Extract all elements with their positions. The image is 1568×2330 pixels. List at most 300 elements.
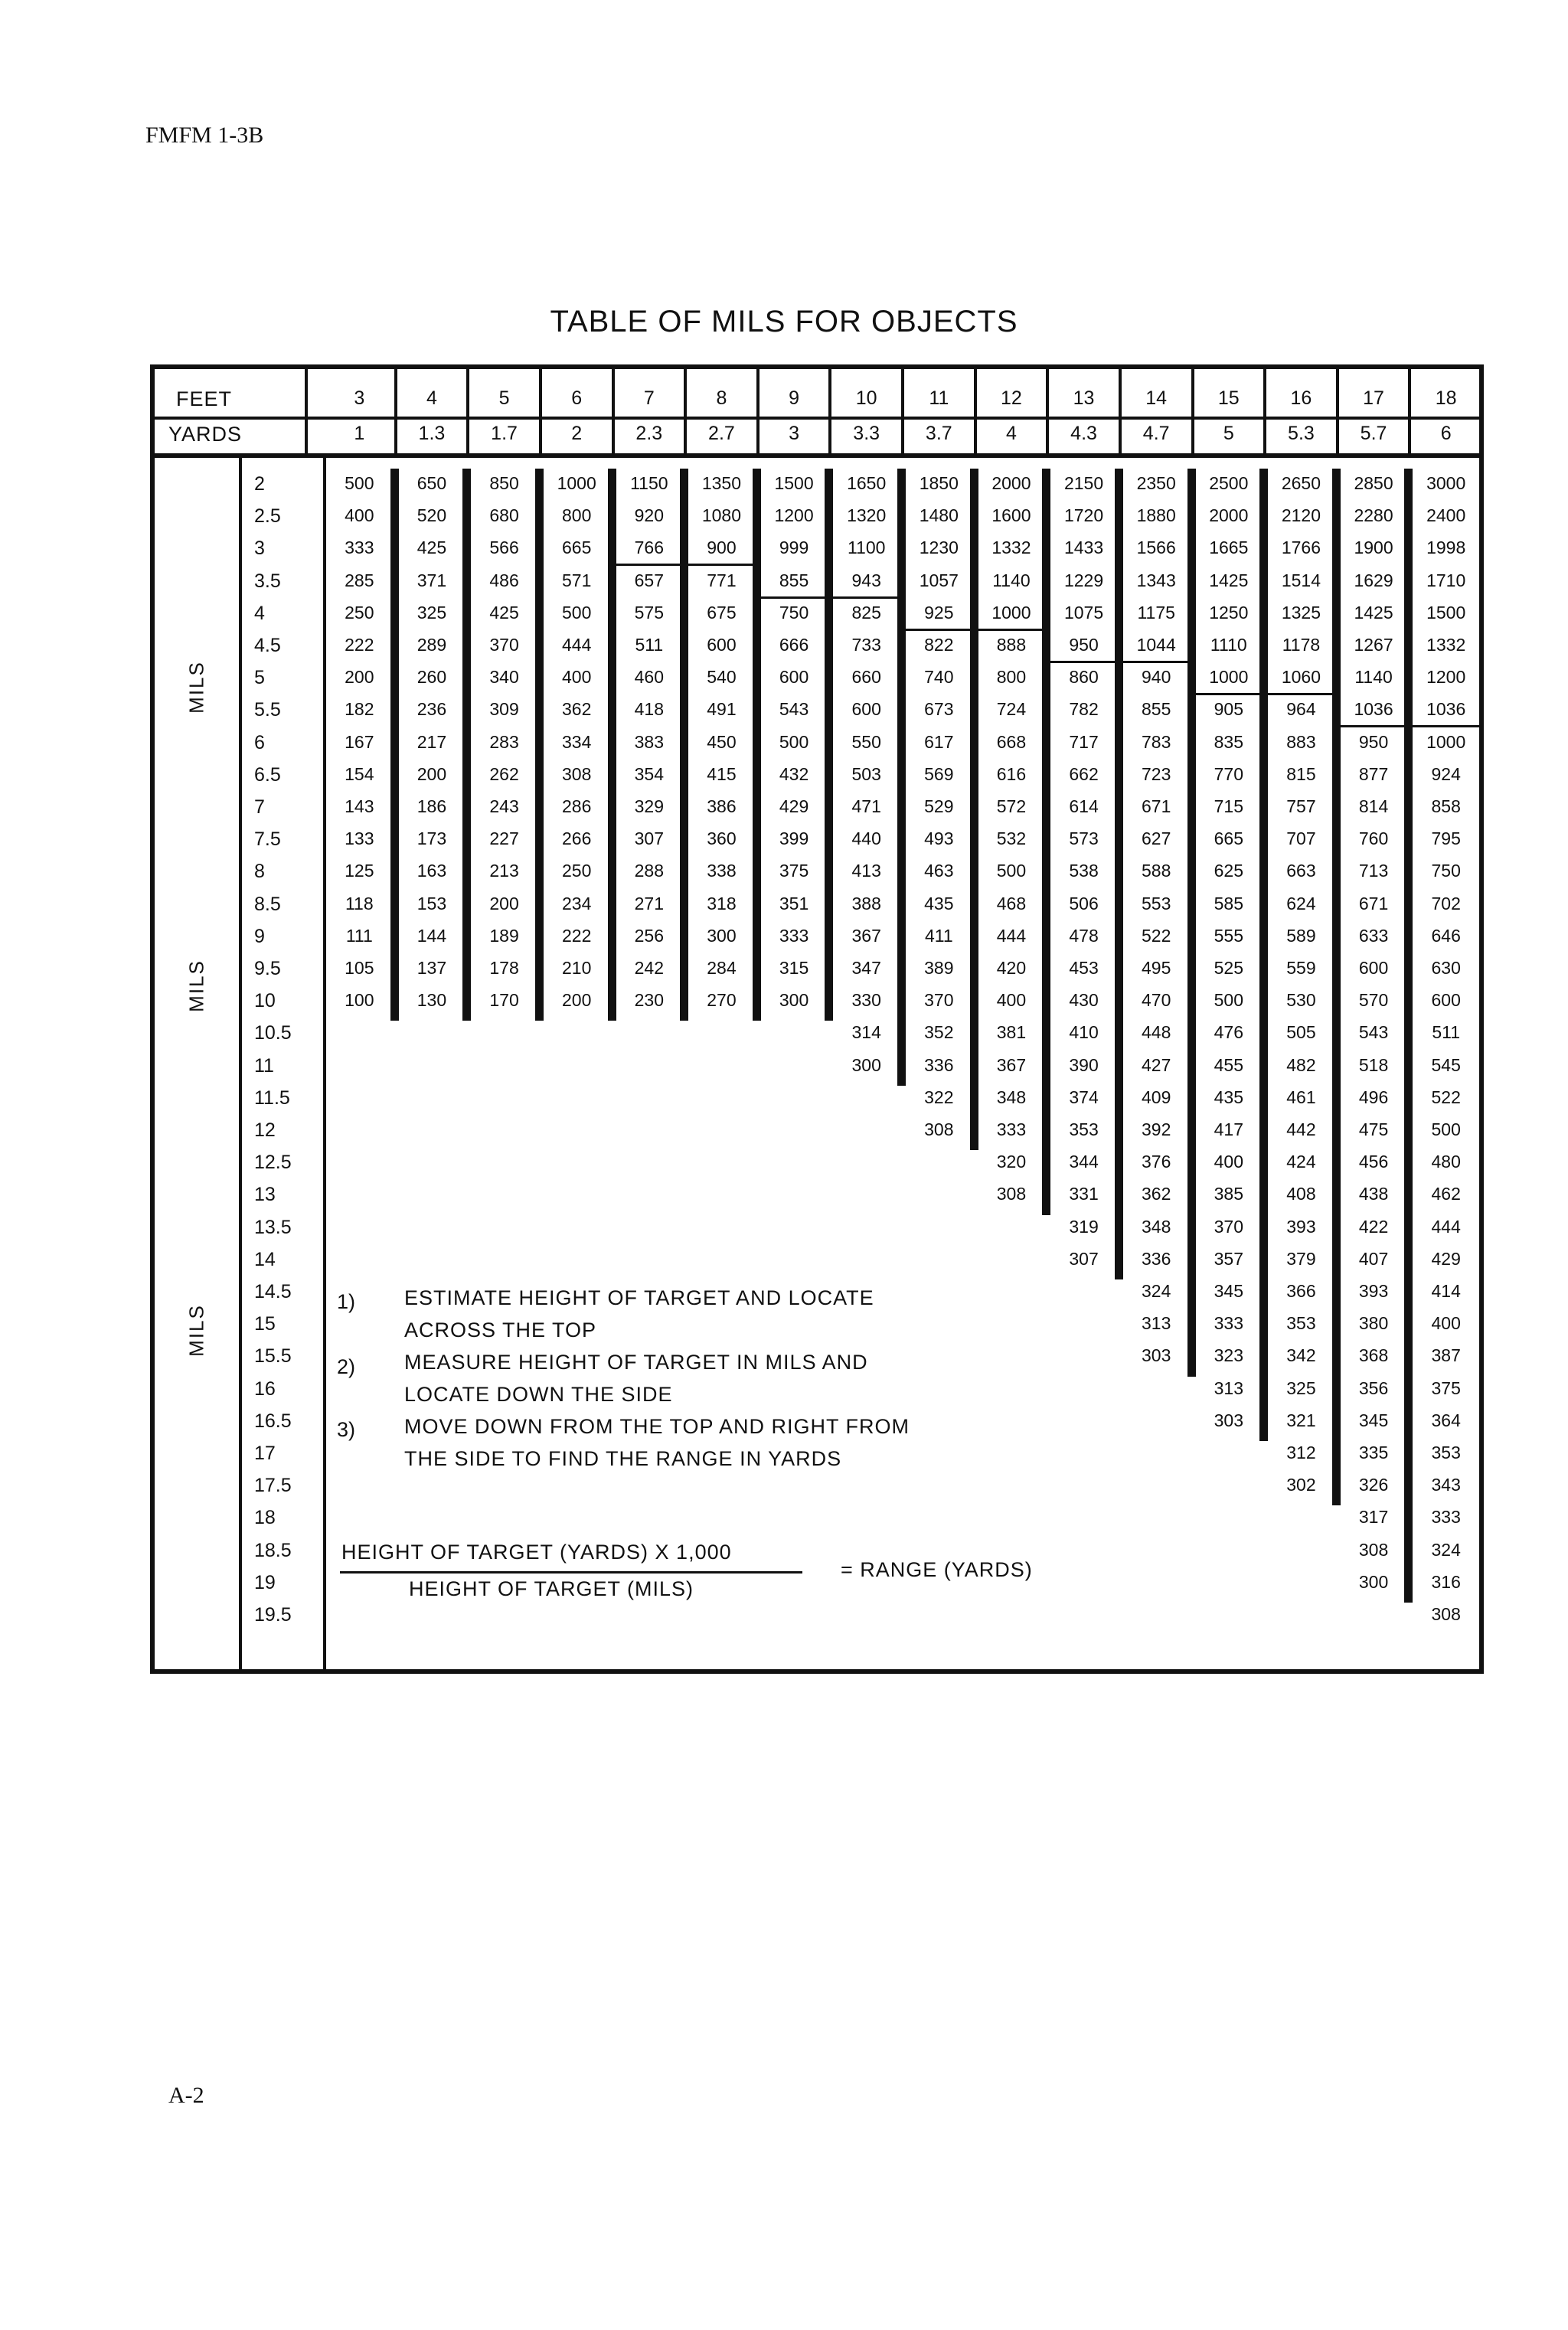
range-cell: 425 xyxy=(416,538,447,558)
range-cell: 924 xyxy=(1431,763,1461,784)
range-cell: 333 xyxy=(779,925,809,946)
range-cell: 284 xyxy=(707,958,737,978)
mils-column-divider xyxy=(323,458,326,1669)
range-cell: 455 xyxy=(1214,1054,1243,1075)
range-cell: 170 xyxy=(489,990,519,1011)
range-cell: 585 xyxy=(1214,893,1243,913)
label-column-divider xyxy=(305,369,308,453)
mils-value: 13.5 xyxy=(254,1216,292,1238)
range-cell: 200 xyxy=(345,667,374,688)
range-cell: 308 xyxy=(924,1119,954,1139)
range-cell: 324 xyxy=(1431,1539,1461,1560)
range-cell: 420 xyxy=(996,958,1027,978)
range-cell: 511 xyxy=(1432,1022,1461,1043)
range-cell: 1710 xyxy=(1426,570,1466,590)
range-cell: 858 xyxy=(1431,796,1461,816)
mils-value: 10.5 xyxy=(254,1022,292,1044)
range-cell: 1036 xyxy=(1426,699,1466,720)
range-cell: 317 xyxy=(1358,1507,1389,1528)
range-cell: 493 xyxy=(924,828,954,849)
range-cell: 125 xyxy=(345,861,374,881)
range-cell: 569 xyxy=(924,763,954,784)
feet-value: 17 xyxy=(1363,387,1384,409)
range-cell: 343 xyxy=(1431,1475,1461,1495)
mils-value: 14 xyxy=(254,1248,276,1270)
range-cell: 386 xyxy=(707,796,737,816)
range-cell: 545 xyxy=(1431,1054,1461,1075)
range-cell: 589 xyxy=(1286,925,1316,946)
range-cell: 1267 xyxy=(1354,635,1393,655)
range-cell: 371 xyxy=(416,570,447,590)
range-cell: 671 xyxy=(1358,893,1389,913)
page-header: FMFM 1-3B xyxy=(145,123,264,148)
range-cell: 627 xyxy=(1142,828,1171,849)
column-bar xyxy=(1404,469,1413,1603)
range-cell: 424 xyxy=(1286,1152,1316,1172)
range-cell: 532 xyxy=(996,828,1027,849)
range-cell: 440 xyxy=(851,828,881,849)
range-cell: 1350 xyxy=(701,473,742,493)
range-cell: 283 xyxy=(489,731,519,752)
feet-label: FEET xyxy=(176,387,233,410)
range-cell: 336 xyxy=(1142,1248,1171,1269)
range-cell: 163 xyxy=(416,861,447,881)
range-cell: 570 xyxy=(1358,990,1389,1011)
step-1-line-2: ACROSS THE TOP xyxy=(404,1319,597,1341)
range-cell: 364 xyxy=(1431,1410,1461,1430)
range-cell: 1600 xyxy=(991,505,1031,526)
side-label-mils-1: MILS xyxy=(185,661,208,714)
range-cell: 353 xyxy=(1431,1443,1461,1462)
column-bar xyxy=(535,469,544,1021)
formula-denominator: HEIGHT OF TARGET (MILS) xyxy=(409,1577,694,1600)
range-cell: 234 xyxy=(562,893,592,913)
range-cell: 348 xyxy=(1142,1216,1171,1237)
range-cell: 471 xyxy=(851,796,881,816)
range-cell: 357 xyxy=(1214,1248,1243,1269)
range-cell: 427 xyxy=(1142,1054,1171,1075)
range-cell: 366 xyxy=(1286,1281,1316,1301)
range-cell: 400 xyxy=(562,667,592,688)
header-row-divider xyxy=(155,417,1479,420)
mils-value: 16 xyxy=(254,1377,276,1400)
range-cell: 335 xyxy=(1358,1443,1389,1462)
range-cell: 668 xyxy=(996,731,1027,752)
range-cell: 1500 xyxy=(774,473,814,493)
mils-value: 15.5 xyxy=(254,1345,292,1368)
range-cell: 236 xyxy=(416,699,447,720)
range-cell: 1500 xyxy=(1426,602,1466,623)
range-cell: 390 xyxy=(1069,1054,1099,1075)
range-cell: 383 xyxy=(634,731,664,752)
column-bar xyxy=(753,469,761,1021)
range-cell: 1332 xyxy=(1426,635,1466,655)
range-cell: 300 xyxy=(779,990,809,1011)
column-bar xyxy=(390,469,399,1021)
range-cell: 3000 xyxy=(1426,473,1466,493)
mils-value: 5 xyxy=(254,667,265,689)
range-cell: 1000 xyxy=(1209,667,1249,688)
column-bar xyxy=(970,469,978,1150)
step-3-number: 3) xyxy=(337,1418,356,1441)
range-cell: 362 xyxy=(562,699,592,720)
range-cell: 822 xyxy=(924,635,954,655)
mils-value: 11.5 xyxy=(254,1087,290,1109)
range-cell: 322 xyxy=(924,1087,954,1107)
range-cell: 783 xyxy=(1142,731,1171,752)
range-cell: 475 xyxy=(1358,1119,1389,1139)
range-cell: 463 xyxy=(924,861,954,881)
range-cell: 660 xyxy=(851,667,881,688)
formula-numerator: HEIGHT OF TARGET (YARDS) X 1,000 xyxy=(341,1541,732,1564)
range-cell: 393 xyxy=(1286,1216,1316,1237)
staircase-step xyxy=(1265,693,1338,695)
range-cell: 723 xyxy=(1142,763,1171,784)
range-cell: 680 xyxy=(489,505,519,526)
range-cell: 1150 xyxy=(630,473,668,493)
range-cell: 543 xyxy=(1358,1022,1389,1043)
range-cell: 316 xyxy=(1431,1571,1461,1592)
range-cell: 888 xyxy=(996,635,1027,655)
range-cell: 800 xyxy=(996,667,1027,688)
range-cell: 511 xyxy=(635,635,664,655)
mils-value: 6.5 xyxy=(254,763,281,786)
feet-value: 8 xyxy=(716,387,727,409)
range-cell: 476 xyxy=(1214,1022,1243,1043)
range-cell: 418 xyxy=(634,699,664,720)
mils-value: 9.5 xyxy=(254,958,281,979)
feet-value: 5 xyxy=(498,387,510,409)
range-cell: 468 xyxy=(996,893,1027,913)
mils-value: 12 xyxy=(254,1119,276,1141)
range-cell: 450 xyxy=(707,731,737,752)
range-cell: 1343 xyxy=(1136,570,1176,590)
range-cell: 633 xyxy=(1358,925,1389,946)
range-cell: 900 xyxy=(707,538,737,558)
range-cell: 230 xyxy=(634,990,664,1011)
column-bar xyxy=(897,469,906,1086)
range-cell: 491 xyxy=(707,699,737,720)
mils-value: 10 xyxy=(254,990,276,1012)
range-cell: 2120 xyxy=(1281,505,1321,526)
range-cell: 505 xyxy=(1286,1022,1316,1043)
range-cell: 410 xyxy=(1069,1022,1099,1043)
range-cell: 588 xyxy=(1142,861,1171,881)
range-cell: 506 xyxy=(1069,893,1099,913)
range-cell: 392 xyxy=(1142,1119,1171,1139)
feet-value: 11 xyxy=(929,387,949,409)
range-cell: 480 xyxy=(1431,1152,1461,1172)
staircase-step xyxy=(1410,725,1482,727)
range-cell: 1000 xyxy=(991,602,1031,623)
range-cell: 1900 xyxy=(1354,538,1393,558)
range-cell: 308 xyxy=(1358,1539,1389,1560)
range-cell: 360 xyxy=(707,828,737,849)
range-cell: 407 xyxy=(1358,1248,1389,1269)
range-cell: 616 xyxy=(996,763,1027,784)
range-cell: 260 xyxy=(416,667,447,688)
range-cell: 435 xyxy=(1214,1087,1243,1107)
range-cell: 375 xyxy=(1431,1377,1461,1398)
staircase-step xyxy=(975,629,1048,631)
feet-value: 10 xyxy=(855,387,877,409)
feet-value: 12 xyxy=(1001,387,1022,409)
yards-value: 3 xyxy=(789,423,800,444)
column-bar xyxy=(1042,469,1050,1215)
range-cell: 1110 xyxy=(1210,635,1247,655)
range-cell: 270 xyxy=(707,990,737,1011)
range-cell: 760 xyxy=(1358,828,1389,849)
range-cell: 352 xyxy=(924,1022,954,1043)
range-cell: 376 xyxy=(1142,1152,1171,1172)
range-cell: 614 xyxy=(1069,796,1099,816)
range-cell: 430 xyxy=(1069,990,1099,1011)
range-cell: 1850 xyxy=(919,473,959,493)
range-cell: 262 xyxy=(489,763,519,784)
range-cell: 448 xyxy=(1142,1022,1171,1043)
range-cell: 814 xyxy=(1358,796,1389,816)
mils-value: 8 xyxy=(254,861,265,883)
range-cell: 600 xyxy=(1358,958,1389,978)
range-cell: 850 xyxy=(489,473,519,493)
range-cell: 444 xyxy=(1431,1216,1461,1237)
range-cell: 572 xyxy=(996,796,1027,816)
range-cell: 256 xyxy=(634,925,664,946)
column-bar xyxy=(1115,469,1123,1279)
yards-value: 4.3 xyxy=(1070,423,1097,444)
range-cell: 319 xyxy=(1069,1216,1099,1237)
mils-value: 19 xyxy=(254,1571,276,1593)
range-cell: 300 xyxy=(851,1054,881,1075)
range-cell: 105 xyxy=(345,958,374,978)
range-cell: 1044 xyxy=(1136,635,1176,655)
range-cell: 338 xyxy=(707,861,737,881)
range-cell: 950 xyxy=(1358,731,1389,752)
yards-value: 2.3 xyxy=(635,423,663,444)
range-cell: 555 xyxy=(1214,925,1243,946)
range-cell: 330 xyxy=(851,990,881,1011)
feet-value: 4 xyxy=(426,387,437,409)
range-cell: 500 xyxy=(562,602,592,623)
range-cell: 336 xyxy=(924,1054,954,1075)
yards-value: 1.7 xyxy=(491,423,518,444)
range-cell: 326 xyxy=(1358,1475,1389,1495)
range-cell: 750 xyxy=(1431,861,1461,881)
mils-value: 13 xyxy=(254,1184,276,1206)
step-2-line-2: LOCATE DOWN THE SIDE xyxy=(404,1383,673,1406)
range-cell: 133 xyxy=(345,828,374,849)
range-cell: 540 xyxy=(707,667,737,688)
range-cell: 1880 xyxy=(1136,505,1176,526)
side-label-mils-2: MILS xyxy=(185,959,208,1012)
range-cell: 460 xyxy=(634,667,664,688)
range-cell: 770 xyxy=(1214,763,1243,784)
range-cell: 905 xyxy=(1214,699,1243,720)
yards-value: 5 xyxy=(1223,423,1234,444)
range-cell: 1629 xyxy=(1354,570,1393,590)
range-cell: 400 xyxy=(1431,1313,1461,1334)
mils-value: 2 xyxy=(254,473,265,495)
mils-value: 17 xyxy=(254,1443,276,1464)
range-cell: 1000 xyxy=(1426,731,1466,752)
range-cell: 130 xyxy=(416,990,447,1011)
feet-value: 16 xyxy=(1290,387,1312,409)
range-cell: 286 xyxy=(562,796,592,816)
range-cell: 575 xyxy=(634,602,664,623)
range-cell: 1250 xyxy=(1209,602,1249,623)
range-cell: 665 xyxy=(562,538,592,558)
range-cell: 771 xyxy=(707,570,737,590)
column-bar xyxy=(608,469,616,1021)
range-cell: 213 xyxy=(489,861,519,881)
range-cell: 329 xyxy=(634,796,664,816)
range-cell: 144 xyxy=(416,925,447,946)
range-cell: 380 xyxy=(1358,1313,1389,1334)
range-cell: 1720 xyxy=(1063,505,1104,526)
range-cell: 500 xyxy=(1431,1119,1461,1139)
feet-value: 13 xyxy=(1073,387,1095,409)
mils-value: 14.5 xyxy=(254,1281,292,1302)
range-cell: 303 xyxy=(1142,1345,1171,1366)
range-cell: 367 xyxy=(996,1054,1027,1075)
range-cell: 2650 xyxy=(1281,473,1321,493)
range-cell: 1036 xyxy=(1354,699,1393,720)
range-cell: 795 xyxy=(1431,828,1461,849)
mils-value: 2.5 xyxy=(254,505,281,528)
range-cell: 2280 xyxy=(1354,505,1393,526)
range-cell: 877 xyxy=(1358,763,1389,784)
range-cell: 495 xyxy=(1142,958,1171,978)
range-cell: 525 xyxy=(1214,958,1243,978)
range-cell: 347 xyxy=(851,958,881,978)
formula-result: = RANGE (YARDS) xyxy=(841,1558,1033,1581)
range-cell: 374 xyxy=(1069,1087,1099,1107)
range-cell: 1075 xyxy=(1063,602,1104,623)
range-cell: 456 xyxy=(1358,1152,1389,1172)
range-cell: 662 xyxy=(1069,763,1099,784)
range-cell: 782 xyxy=(1069,699,1099,720)
range-cell: 354 xyxy=(634,763,664,784)
staircase-step xyxy=(758,596,831,599)
range-cell: 429 xyxy=(1431,1248,1461,1269)
yards-value: 1.3 xyxy=(418,423,446,444)
staircase-step xyxy=(1120,661,1193,663)
range-cell: 543 xyxy=(779,699,809,720)
range-cell: 400 xyxy=(996,990,1027,1011)
range-cell: 400 xyxy=(1214,1152,1243,1172)
mils-value: 12.5 xyxy=(254,1152,292,1174)
range-cell: 1425 xyxy=(1354,602,1393,623)
formula-fraction-bar xyxy=(340,1571,802,1573)
range-cell: 940 xyxy=(1142,667,1171,688)
range-cell: 340 xyxy=(489,667,519,688)
range-cell: 285 xyxy=(345,570,374,590)
range-cell: 400 xyxy=(345,505,374,526)
yards-value: 4.7 xyxy=(1142,423,1170,444)
range-cell: 663 xyxy=(1286,861,1316,881)
range-cell: 227 xyxy=(489,828,519,849)
feet-value: 18 xyxy=(1435,387,1457,409)
range-cell: 1325 xyxy=(1281,602,1321,623)
range-cell: 362 xyxy=(1142,1184,1171,1204)
range-cell: 167 xyxy=(345,731,374,752)
range-cell: 1000 xyxy=(557,473,596,493)
range-cell: 413 xyxy=(851,861,881,881)
range-cell: 389 xyxy=(924,958,954,978)
range-cell: 266 xyxy=(562,828,592,849)
range-cell: 600 xyxy=(851,699,881,720)
range-cell: 342 xyxy=(1286,1345,1316,1366)
range-cell: 303 xyxy=(1214,1410,1243,1430)
side-label-mils-3: MILS xyxy=(185,1304,208,1357)
range-cell: 370 xyxy=(1214,1216,1243,1237)
range-cell: 323 xyxy=(1214,1345,1243,1366)
range-cell: 348 xyxy=(996,1087,1027,1107)
range-cell: 673 xyxy=(924,699,954,720)
step-2-line-1: MEASURE HEIGHT OF TARGET IN MILS AND xyxy=(404,1351,868,1374)
range-cell: 553 xyxy=(1142,893,1171,913)
range-cell: 137 xyxy=(416,958,447,978)
range-cell: 415 xyxy=(707,763,737,784)
range-cell: 453 xyxy=(1069,958,1099,978)
mils-value: 17.5 xyxy=(254,1475,292,1497)
mils-value: 9 xyxy=(254,925,265,947)
range-cell: 1665 xyxy=(1209,538,1249,558)
range-cell: 182 xyxy=(345,699,374,720)
range-cell: 724 xyxy=(996,699,1027,720)
header-bottom-border xyxy=(155,453,1479,458)
range-cell: 425 xyxy=(489,602,519,623)
range-cell: 1140 xyxy=(1354,667,1393,688)
range-cell: 702 xyxy=(1431,893,1461,913)
range-cell: 153 xyxy=(416,893,447,913)
range-cell: 242 xyxy=(634,958,664,978)
range-cell: 671 xyxy=(1142,796,1171,816)
range-cell: 571 xyxy=(562,570,592,590)
yards-value: 1 xyxy=(354,423,365,444)
range-cell: 308 xyxy=(1431,1604,1461,1624)
range-cell: 600 xyxy=(779,667,809,688)
range-cell: 518 xyxy=(1358,1054,1389,1075)
range-cell: 855 xyxy=(779,570,809,590)
range-cell: 399 xyxy=(779,828,809,849)
range-cell: 222 xyxy=(562,925,592,946)
feet-value: 3 xyxy=(354,387,365,409)
mils-value: 5.5 xyxy=(254,699,281,721)
range-cell: 307 xyxy=(634,828,664,849)
range-cell: 2000 xyxy=(1209,505,1249,526)
range-cell: 308 xyxy=(996,1184,1027,1204)
mils-value: 11 xyxy=(254,1054,274,1077)
mils-value: 16.5 xyxy=(254,1410,292,1432)
range-cell: 370 xyxy=(924,990,954,1011)
range-cell: 559 xyxy=(1286,958,1316,978)
range-cell: 482 xyxy=(1286,1054,1316,1075)
mils-value: 15 xyxy=(254,1313,276,1335)
range-cell: 271 xyxy=(634,893,664,913)
range-cell: 186 xyxy=(416,796,447,816)
range-cell: 733 xyxy=(851,635,881,655)
mils-value: 18.5 xyxy=(254,1539,292,1561)
range-cell: 1200 xyxy=(774,505,814,526)
range-cell: 1100 xyxy=(847,538,886,558)
range-cell: 367 xyxy=(851,925,881,946)
range-cell: 835 xyxy=(1214,731,1243,752)
range-cell: 302 xyxy=(1286,1475,1316,1495)
mils-value: 4.5 xyxy=(254,635,281,656)
range-cell: 331 xyxy=(1069,1184,1099,1204)
range-cell: 470 xyxy=(1142,990,1171,1011)
